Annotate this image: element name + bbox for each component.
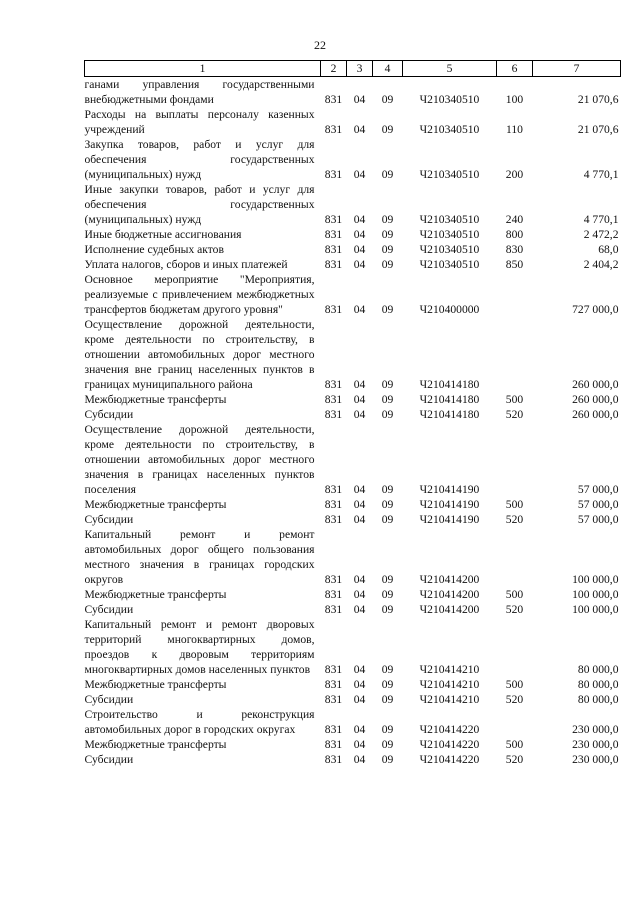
cell-csr: Ч210414220 xyxy=(419,723,480,736)
cell-pr: 09 xyxy=(381,393,394,406)
cell-rz: 04 xyxy=(353,603,366,616)
row-name: Капитальный ремонт и ремонт дворовых территорий многоквартирных домов, проездов к дворовым территориям многоквартирных домов населенных пунктов xyxy=(84,618,315,676)
cell-amount: 2 404,2 xyxy=(583,258,619,271)
cell-vr: 520 xyxy=(505,408,524,421)
cell-rz: 04 xyxy=(353,753,366,766)
cell-amount: 230 000,0 xyxy=(572,738,619,751)
cell-gr: 831 xyxy=(324,228,343,241)
cell-vr: 520 xyxy=(505,603,524,616)
cell-csr: Ч210414200 xyxy=(419,603,480,616)
table-header xyxy=(85,61,621,77)
cell-pr: 09 xyxy=(381,588,394,601)
row-name: Межбюджетные трансферты xyxy=(84,588,227,601)
cell-pr: 09 xyxy=(381,408,394,421)
column-header: 3 xyxy=(347,61,373,77)
cell-pr: 09 xyxy=(381,243,394,256)
row-name: Закупка товаров, работ и услуг для обеспечения государственных (муниципальных) нужд xyxy=(84,138,315,181)
cell-csr: Ч210340510 xyxy=(419,258,480,271)
budget-table xyxy=(84,60,621,767)
row-name: Расходы на выплаты персоналу казенных учреждений xyxy=(84,108,315,136)
table-row xyxy=(85,497,621,512)
cell-rz: 04 xyxy=(353,483,366,496)
cell-amount: 260 000,0 xyxy=(572,408,619,421)
cell-amount: 100 000,0 xyxy=(572,573,619,586)
row-name: Межбюджетные трансферты xyxy=(84,678,227,691)
cell-gr: 831 xyxy=(324,693,343,706)
row-name: Субсидии xyxy=(84,513,134,526)
cell-rz: 04 xyxy=(353,678,366,691)
cell-pr: 09 xyxy=(381,498,394,511)
row-name: Субсидии xyxy=(84,603,134,616)
cell-csr: Ч210414190 xyxy=(419,498,480,511)
table-row xyxy=(85,257,621,272)
cell-amount: 230 000,0 xyxy=(572,723,619,736)
cell-pr: 09 xyxy=(381,738,394,751)
cell-rz: 04 xyxy=(353,243,366,256)
cell-pr: 09 xyxy=(381,723,394,736)
cell-gr: 831 xyxy=(324,408,343,421)
cell-amount: 80 000,0 xyxy=(577,678,619,691)
row-name: Субсидии xyxy=(84,408,134,421)
cell-rz: 04 xyxy=(353,408,366,421)
cell-vr: 520 xyxy=(505,753,524,766)
cell-gr: 831 xyxy=(324,663,343,676)
cell-csr: Ч210340510 xyxy=(419,213,480,226)
cell-pr: 09 xyxy=(381,213,394,226)
table-row xyxy=(85,527,621,587)
cell-gr: 831 xyxy=(324,378,343,391)
column-header: 4 xyxy=(373,61,403,77)
table-body xyxy=(85,77,621,768)
cell-amount: 4 770,1 xyxy=(583,213,619,226)
cell-amount: 57 000,0 xyxy=(577,498,619,511)
cell-vr xyxy=(497,272,533,317)
cell-rz: 04 xyxy=(353,303,366,316)
row-name: Осуществление дорожной деятельности, кроме деятельности по строительству, в отношении автомобильных дорог местного значения вне границ населенных пунктов в границах муниципального района xyxy=(84,318,315,391)
cell-csr: Ч210414220 xyxy=(419,738,480,751)
cell-pr: 09 xyxy=(381,678,394,691)
cell-rz: 04 xyxy=(353,123,366,136)
cell-rz: 04 xyxy=(353,588,366,601)
page-number: 22 xyxy=(314,38,326,52)
header-row xyxy=(85,61,621,77)
cell-amount: 80 000,0 xyxy=(577,693,619,706)
cell-gr: 831 xyxy=(324,723,343,736)
table-row xyxy=(85,227,621,242)
cell-amount: 100 000,0 xyxy=(572,603,619,616)
cell-pr: 09 xyxy=(381,663,394,676)
cell-gr: 831 xyxy=(324,393,343,406)
cell-rz: 04 xyxy=(353,513,366,526)
cell-gr: 831 xyxy=(324,573,343,586)
table-row xyxy=(85,317,621,392)
cell-csr: Ч210414210 xyxy=(419,663,480,676)
table-row xyxy=(85,107,621,137)
cell-amount: 57 000,0 xyxy=(577,513,619,526)
column-header: 2 xyxy=(321,61,347,77)
cell-rz: 04 xyxy=(353,168,366,181)
cell-pr: 09 xyxy=(381,513,394,526)
table-row xyxy=(85,587,621,602)
cell-rz: 04 xyxy=(353,573,366,586)
column-header: 1 xyxy=(85,61,321,77)
table-row xyxy=(85,77,621,108)
row-name: Межбюджетные трансферты xyxy=(84,393,227,406)
cell-pr: 09 xyxy=(381,573,394,586)
cell-gr: 831 xyxy=(324,603,343,616)
cell-pr: 09 xyxy=(381,483,394,496)
cell-gr: 831 xyxy=(324,168,343,181)
cell-csr: Ч210414200 xyxy=(419,588,480,601)
cell-gr: 831 xyxy=(324,498,343,511)
table-row xyxy=(85,737,621,752)
cell-amount: 21 070,6 xyxy=(577,123,619,136)
column-header: 5 xyxy=(403,61,497,77)
cell-vr xyxy=(497,617,533,677)
table-row xyxy=(85,752,621,767)
cell-rz: 04 xyxy=(353,258,366,271)
cell-vr: 800 xyxy=(505,228,524,241)
cell-pr: 09 xyxy=(381,258,394,271)
cell-gr: 831 xyxy=(324,753,343,766)
cell-pr: 09 xyxy=(381,123,394,136)
cell-amount: 68,0 xyxy=(598,243,619,256)
cell-csr: Ч210414210 xyxy=(419,678,480,691)
table-row xyxy=(85,692,621,707)
cell-csr: Ч210400000 xyxy=(419,303,480,316)
cell-vr: 500 xyxy=(505,738,524,751)
cell-amount: 2 472,2 xyxy=(583,228,619,241)
cell-vr: 520 xyxy=(505,693,524,706)
table-row xyxy=(85,182,621,227)
cell-pr: 09 xyxy=(381,303,394,316)
cell-rz: 04 xyxy=(353,738,366,751)
cell-gr: 831 xyxy=(324,303,343,316)
cell-vr xyxy=(497,707,533,737)
row-name: Межбюджетные трансферты xyxy=(84,498,227,511)
row-name: Уплата налогов, сборов и иных платежей xyxy=(84,258,288,271)
cell-gr: 831 xyxy=(324,738,343,751)
cell-vr: 500 xyxy=(505,678,524,691)
cell-amount: 80 000,0 xyxy=(577,663,619,676)
cell-rz: 04 xyxy=(353,498,366,511)
row-name: Межбюджетные трансферты xyxy=(84,738,227,751)
cell-pr: 09 xyxy=(381,228,394,241)
row-name: Осуществление дорожной деятельности, кроме деятельности по строительству, в отношении автомобильных дорог местного значения в границах населенных пунктов поселения xyxy=(84,423,315,496)
cell-vr: 500 xyxy=(505,393,524,406)
cell-csr: Ч210340510 xyxy=(419,243,480,256)
table-row xyxy=(85,407,621,422)
cell-rz: 04 xyxy=(353,213,366,226)
cell-gr: 831 xyxy=(324,123,343,136)
row-name: Иные бюджетные ассигнования xyxy=(84,228,242,241)
row-name: Субсидии xyxy=(84,753,134,766)
cell-gr: 831 xyxy=(324,258,343,271)
cell-gr: 831 xyxy=(324,513,343,526)
cell-rz: 04 xyxy=(353,723,366,736)
cell-gr: 831 xyxy=(324,588,343,601)
cell-rz: 04 xyxy=(353,228,366,241)
cell-rz: 04 xyxy=(353,378,366,391)
table-row xyxy=(85,617,621,677)
cell-vr xyxy=(497,317,533,392)
row-name: Строительство и реконструкция автомобильных дорог в городских округах xyxy=(84,708,315,736)
cell-csr: Ч210340510 xyxy=(419,93,480,106)
table-row xyxy=(85,137,621,182)
cell-pr: 09 xyxy=(381,753,394,766)
cell-pr: 09 xyxy=(381,378,394,391)
cell-amount: 230 000,0 xyxy=(572,753,619,766)
cell-vr: 850 xyxy=(505,258,524,271)
cell-vr: 240 xyxy=(505,213,524,226)
table-row xyxy=(85,602,621,617)
cell-rz: 04 xyxy=(353,393,366,406)
cell-vr: 830 xyxy=(505,243,524,256)
cell-amount: 260 000,0 xyxy=(572,393,619,406)
cell-csr: Ч210414190 xyxy=(419,483,480,496)
cell-rz: 04 xyxy=(353,93,366,106)
cell-gr: 831 xyxy=(324,243,343,256)
cell-amount: 100 000,0 xyxy=(572,588,619,601)
cell-csr: Ч210414180 xyxy=(419,408,480,421)
cell-csr: Ч210340510 xyxy=(419,123,480,136)
cell-vr xyxy=(497,527,533,587)
cell-csr: Ч210340510 xyxy=(419,228,480,241)
cell-rz: 04 xyxy=(353,663,366,676)
table-row xyxy=(85,677,621,692)
cell-pr: 09 xyxy=(381,168,394,181)
table-row xyxy=(85,392,621,407)
row-name: Субсидии xyxy=(84,693,134,706)
cell-csr: Ч210414180 xyxy=(419,378,480,391)
cell-gr: 831 xyxy=(324,93,343,106)
cell-pr: 09 xyxy=(381,93,394,106)
cell-csr: Ч210414210 xyxy=(419,693,480,706)
cell-csr: Ч210414190 xyxy=(419,513,480,526)
table-row xyxy=(85,242,621,257)
cell-vr: 200 xyxy=(505,168,524,181)
table-row xyxy=(85,512,621,527)
cell-gr: 831 xyxy=(324,678,343,691)
row-name: Исполнение судебных актов xyxy=(84,243,224,256)
row-name: Капитальный ремонт и ремонт автомобильных дорог общего пользования местного значения в границах городских округов xyxy=(84,528,315,586)
cell-csr: Ч210414220 xyxy=(419,753,480,766)
cell-amount: 21 070,6 xyxy=(577,93,619,106)
cell-vr xyxy=(497,422,533,497)
cell-csr: Ч210340510 xyxy=(419,168,480,181)
table-row xyxy=(85,422,621,497)
column-header: 7 xyxy=(533,61,621,77)
cell-csr: Ч210414200 xyxy=(419,573,480,586)
cell-amount: 4 770,1 xyxy=(583,168,619,181)
cell-pr: 09 xyxy=(381,603,394,616)
table-row xyxy=(85,272,621,317)
cell-amount: 727 000,0 xyxy=(572,303,619,316)
cell-amount: 57 000,0 xyxy=(577,483,619,496)
cell-gr: 831 xyxy=(324,483,343,496)
cell-vr: 500 xyxy=(505,588,524,601)
cell-vr: 100 xyxy=(505,93,524,106)
row-name: Основное мероприятие "Мероприятия, реализуемые с привлечением межбюджетных трансфертов бюджетам другого уровня" xyxy=(84,273,315,316)
cell-vr: 520 xyxy=(505,513,524,526)
row-name: ганами управления государственными внебюджетными фондами xyxy=(84,78,315,106)
cell-pr: 09 xyxy=(381,693,394,706)
table-row xyxy=(85,707,621,737)
cell-csr: Ч210414180 xyxy=(419,393,480,406)
cell-vr: 110 xyxy=(506,123,523,136)
cell-rz: 04 xyxy=(353,693,366,706)
cell-vr: 500 xyxy=(505,498,524,511)
cell-gr: 831 xyxy=(324,213,343,226)
column-header: 6 xyxy=(497,61,533,77)
row-name: Иные закупки товаров, работ и услуг для обеспечения государственных (муниципальных) нужд xyxy=(84,183,315,226)
cell-amount: 260 000,0 xyxy=(572,378,619,391)
